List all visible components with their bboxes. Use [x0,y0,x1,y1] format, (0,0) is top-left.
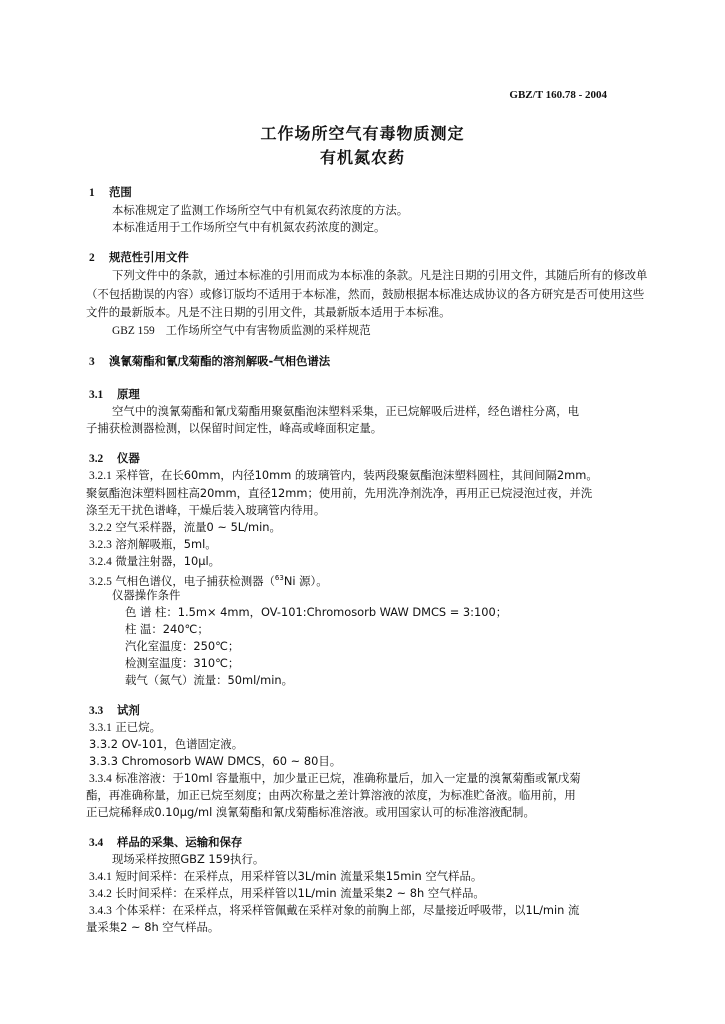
sampling-3-4-3-line-1: 3.4.3 个体采样：在采样点，将采样管佩戴在采样对象的前胸上部，尽量接近呼吸带，以1L/min 流 [89,903,580,917]
section-3-3-heading: 3.3 试剂 [89,703,140,717]
section-1-heading: 1 范围 [89,185,132,199]
reference-code: GBZ 159 [112,325,155,337]
conditions-title: 仪器操作条件 [112,588,181,602]
sampling-3-4-3-line-2: 量采集2 ~ 8h 空气样品。 [86,920,220,934]
sampling-3-4-1: 3.4.1 短时间采样：在采样点，用采样管以3L/min 流量采集15min 空气样品。 [89,869,483,883]
section-3-4-heading: 3.4 样品的采集、运输和保存 [89,835,243,849]
reagent-3-3-2: 3.3.2 OV-101，色谱固定液。 [89,737,244,751]
reagent-3-3-4-line-2: 酯，再准确称量，加正已烷至刻度；由两次称量之差计算溶液的浓度，为标准贮备液。临用前，用 [86,788,576,802]
item-3-2-3: 3.2.3 溶剂解吸瓶，5ml。 [89,537,217,551]
reagent-3-3-3: 3.3.3 Chromosorb WAW DMCS，60 ~ 80目。 [89,754,342,768]
section-2-line-1: 下列文件中的条款，通过本标准的引用而成为本标准的条款。凡是注日期的引用文件，其随后所有的修改单 [112,268,648,282]
section-1-paragraph-1: 本标准规定了监测工作场所空气中有机氮农药浓度的方法。 [112,203,409,217]
item-3-2-2: 3.2.2 空气采样器，流量0 ~ 5L/min。 [89,520,281,534]
reagent-3-3-4-line-3: 正已烷稀释成0.10μg/ml 溴氰菊酯和氰戊菊酯标准溶液。或用国家认可的标准溶液配制。 [86,805,535,819]
reagent-3-3-1: 3.3.1 正已烷。 [89,720,161,734]
reference-title: 工作场所空气中有害物质监测的采样规范 [165,323,371,337]
condition-column-temperature: 柱 温：240℃； [125,622,209,636]
section-3-1-line-2: 子捕获检测器检测，以保留时间定性，峰高或峰面积定量。 [86,421,383,435]
section-3-2-heading: 3.2 仪器 [89,451,140,465]
section-2-reference [112,323,371,338]
condition-column: 色 谱 柱：1.5m× 4mm，OV-101:Chromosorb WAW DMCS = 3:100； [125,605,508,619]
condition-carrier-gas: 载气（氮气）流量：50ml/min。 [125,673,293,687]
standard-code: GBZ/T 160.78 - 2004 [509,89,607,101]
sampling-intro: 现场采样按照GBZ 159执行。 [112,852,265,866]
section-3-heading: 3 溴氰菊酯和氰戊菊酯的溶剂解吸-气相色谱法 [89,354,331,368]
document-title: 工作场所空气有毒物质测定 [260,124,465,143]
item-3-2-1-line-1: 3.2.1 采样管，在长60mm，内径10mm 的玻璃管内，装两段聚氨酯泡沫塑料圆柱，其间间隔2mm。 [89,468,598,482]
item-3-2-1-line-3: 涤至无干扰色谱峰，干燥后装入玻璃管内待用。 [86,503,326,517]
section-1-paragraph-2: 本标准适用于工作场所空气中有机氮农药浓度的测定。 [112,220,386,234]
item-3-2-5: 3.2.5 气相色谱仪，电子捕获检测器（$^{63}$Ni 源）。 [89,573,328,588]
section-3-1-heading: 3.1 原理 [89,387,140,401]
section-2-line-3: 文件的最新版本。凡是不注日期的引用文件，其最新版本适用于本标准。 [86,305,451,319]
section-2-heading: 2 规范性引用文件 [89,250,189,264]
sampling-3-4-2: 3.4.2 长时间采样：在采样点，用采样管以1L/min 流量采集2 ~ 8h 空气样品。 [89,886,485,900]
item-3-2-1-line-2: 聚氨酯泡沫塑料圆柱高20mm，直径12mm；使用前，先用洗净剂洗净，再用正已烷浸泡过夜，并洗 [86,486,593,500]
item-3-2-4: 3.2.4 微量注射器，10μl。 [89,554,221,568]
document-subtitle: 有机氮农药 [319,148,405,167]
condition-detector-temperature: 检测室温度：310℃； [125,656,240,670]
section-2-line-2: （不包括勘误的内容）或修订版均不适用于本标准，然而，鼓励根据本标准达成协议的各方研究是否可使用这些 [86,287,645,301]
condition-vaporizer-temperature: 汽化室温度：250℃； [125,639,240,653]
section-3-1-line-1: 空气中的溴氰菊酯和氰戊菊酯用聚氨酯泡沫塑料采集，正已烷解吸后进样，经色谱柱分离，电 [112,404,580,418]
reagent-3-3-4-line-1: 3.3.4 标准溶液：于10ml 容量瓶中，加少量正已烷，准确称量后，加入一定量的溴氰菊酯或氰戊菊 [89,771,581,785]
